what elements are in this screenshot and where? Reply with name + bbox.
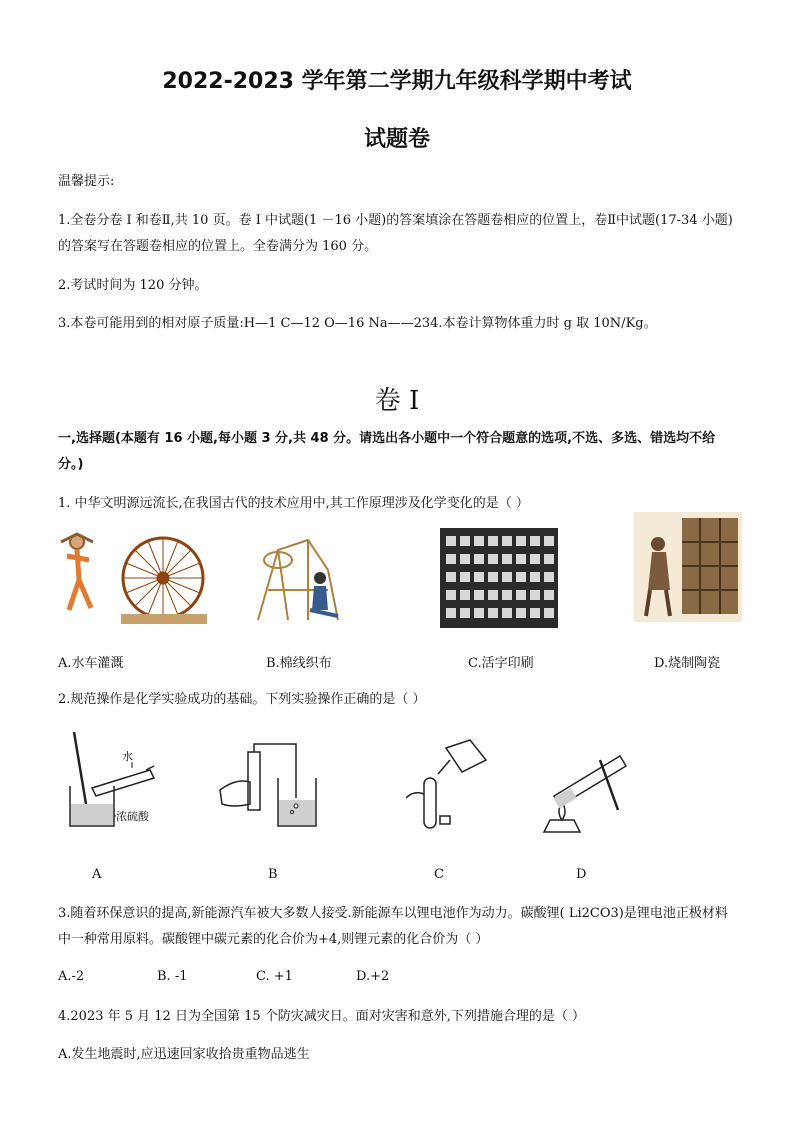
q2-option-d: D [576,867,587,882]
q3-option-c: C. +1 [256,969,293,984]
heating-test-tube-image [540,740,630,836]
exam-title: 2022-2023 学年第二学期九年级科学期中考试 [162,69,632,94]
weaving-image [248,530,348,630]
part1-instructions: 一,选择题(本题有 16 小题,每小题 3 分,共 48 分。请选出各小题中一个符合题意的选项,不选、多选、错选均不给分。) [58,431,716,472]
q4-option-a: A.发生地震时,应迅速回家收拾贵重物品逃生 [58,1047,310,1062]
q1-option-d: D.烧制陶瓷 [654,656,721,671]
question-3-stem: 3.随着环保意识的提高,新能源汽车被大多数人接受.新能源车以锂电池作为动力。碳酸锂( Li2CO3)是锂电池正极材料中一种常用原料。碳酸锂中碳元素的化合价为+4,则锂元素的化合价为（ ） [58,906,728,947]
q3-option-a: A.-2 [58,969,85,984]
q2-option-a: A [92,867,102,882]
notice-item-2: 2.考试时间为 120 分钟。 [58,278,208,293]
label-water: 水 [122,750,133,763]
q1-option-a: A.水车灌溉 [58,656,124,671]
q2-option-b: B [268,867,278,882]
question-4-stem: 4.2023 年 5 月 12 日为全国第 15 个防灾减灾日。面对灾害和意外,下列措施合理的是（ ） [58,1009,586,1024]
pottery-kiln-image [634,512,742,622]
question-2-stem: 2.规范操作是化学实验成功的基础。下列实验操作正确的是（ ） [58,692,426,707]
label-acid: 浓硫酸 [116,810,149,823]
q1-option-c: C.活字印刷 [468,656,534,671]
waterwheel-image [55,528,210,628]
section-title: 卷 I [374,386,420,416]
q3-option-b: B. -1 [157,969,188,984]
q1-option-b: B.棉线织布 [266,656,332,671]
airtightness-check-image [216,738,322,830]
question-1-stem: 1. 中华文明源远流长,在我国古代的技术应用中,其工作原理涉及化学变化的是（ ） [58,496,529,511]
notice-item-3: 3.本卷可能用到的相对原子质量:H—1 C—12 O—16 Na——234.本卷计算物体重力时 g 取 10N/Kg。 [58,316,657,331]
movable-type-image [440,528,558,628]
notice-heading: 温馨提示: [58,174,115,189]
q2-option-c: C [434,867,444,882]
dilution-apparatus-image [62,726,172,836]
notice-item-1: 1.全卷分卷 I 和卷Ⅱ,共 10 页。卷 I 中试题(1 －16 小题)的答案填涂在答题卷相应的位置上，卷Ⅱ中试题(17-34 小题)的答案写在答题卷相应的位置上。全卷满分为 160 分。 [58,213,733,254]
liquid-pouring-image [400,738,490,834]
exam-subtitle: 试题卷 [363,127,430,152]
q3-option-d: D.+2 [356,969,390,984]
